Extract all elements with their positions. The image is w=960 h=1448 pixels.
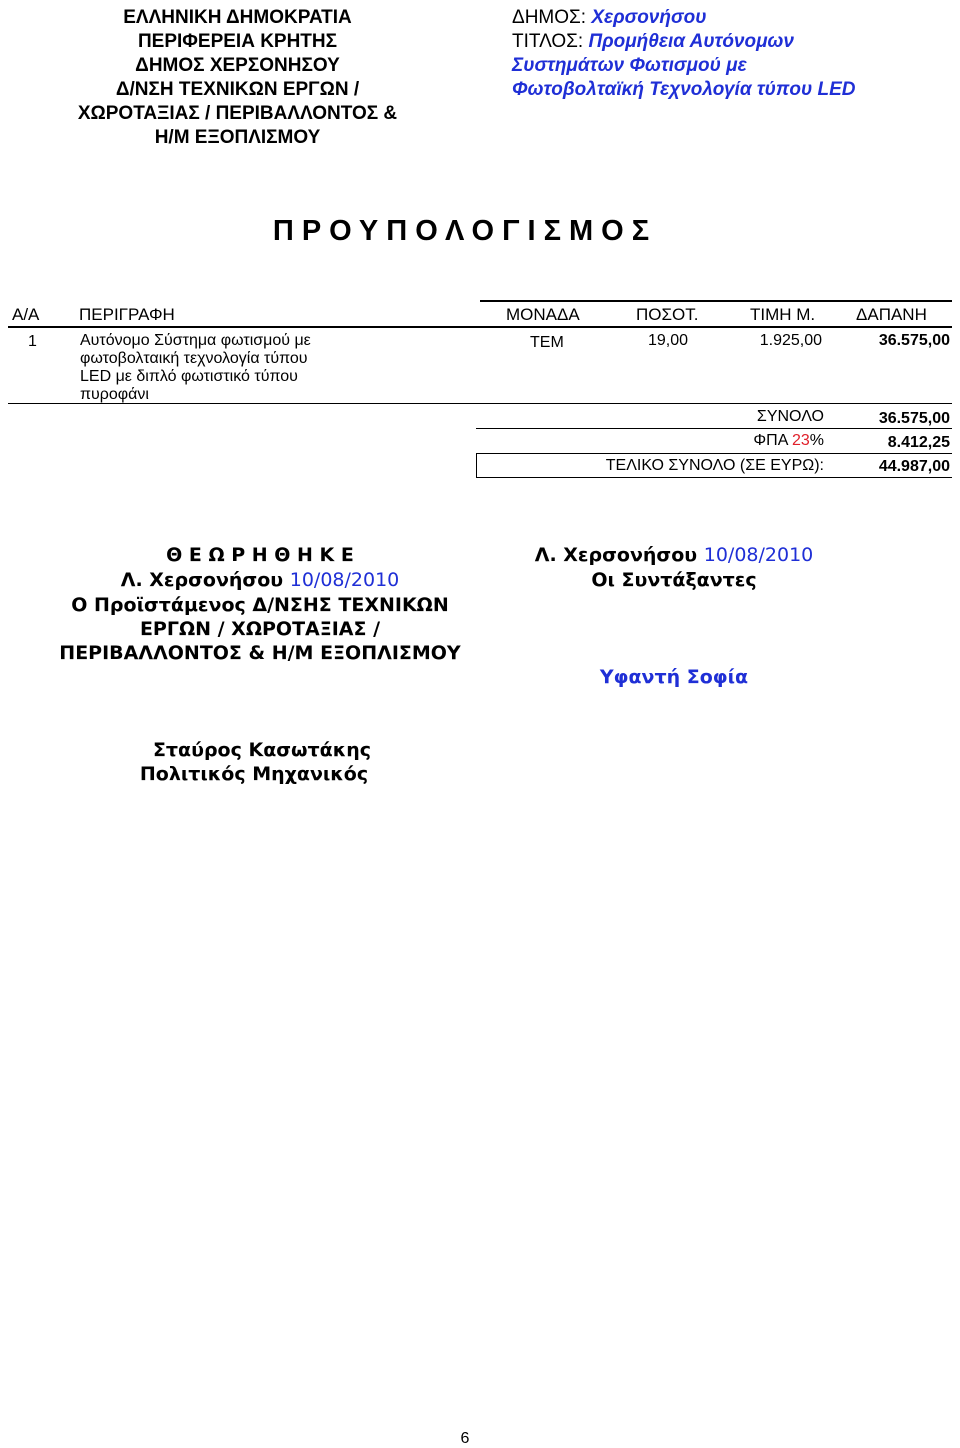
authors-place-date: [528, 543, 820, 567]
title-value-1: Προμήθεια Αυτόνομων: [588, 31, 794, 52]
issuer-line: Δ/ΝΣΗ ΤΕΧΝΙΚΩΝ ΕΡΓΩΝ /: [115, 79, 360, 100]
issuer-line: ΕΛΛΗΝΙΚΗ ΔΗΜΟΚΡΑΤΙΑ: [123, 7, 352, 28]
vat-label: ΦΠΑ: [753, 432, 788, 449]
header-top-rule: [480, 300, 952, 302]
approval-role-line: Ο Προϊστάμενος Δ/ΝΣΗΣ ΤΕΧΝΙΚΩΝ: [71, 594, 449, 616]
approval-role-line: ΕΡΓΩΝ / ΧΩΡΟΤΑΞΙΑΣ /: [139, 618, 381, 640]
vat-suffix: %: [809, 432, 824, 449]
header-aa: Α/Α: [12, 305, 40, 324]
title-value-2: Συστημάτων Φωτισμού με: [512, 55, 747, 76]
issuer-block: [40, 6, 435, 150]
issuer-line: ΧΩΡΟΤΑΞΙΑΣ / ΠΕΡΙΒΑΛΛΟΝΤΟΣ &: [77, 103, 398, 124]
authors-place: Λ. Χερσονήσου: [534, 544, 698, 566]
issuer-line: ΠΕΡΙΦΕΡΕΙΑ ΚΡΗΤΗΣ: [137, 31, 338, 52]
subtotal-label: ΣΥΝΟΛΟ: [756, 408, 824, 425]
project-block: [512, 6, 942, 102]
header-unit-price: ΤΙΜΗ Μ.: [750, 305, 816, 324]
row-description: [80, 332, 340, 404]
header-unit: ΜΟΝΑΔΑ: [506, 305, 580, 324]
header-quantity: ΠΟΣΟΤ.: [636, 305, 699, 324]
grand-total-bottom-rule: [476, 477, 952, 478]
municipality-label: ΔΗΜΟΣ:: [512, 7, 587, 28]
signer-name: Σταύρος Κασωτάκης: [152, 739, 372, 761]
approval-role: [0, 593, 520, 665]
municipality-value: Χερσονήσου: [591, 7, 707, 28]
authors-date: 10/08/2010: [703, 544, 814, 566]
grand-total-left-rule: [476, 453, 477, 477]
description-line: φωτοβολταική τεχνολογία τύπου: [80, 350, 308, 367]
approval-date: 10/08/2010: [289, 569, 400, 591]
vat-line: [690, 432, 824, 450]
vat-rule: [476, 453, 952, 454]
description-line: LED με διπλό φωτιστικό τύπου: [80, 368, 298, 385]
page-number: 6: [460, 1430, 470, 1447]
row-aa: 1: [28, 333, 37, 350]
row-quantity: 19,00: [647, 332, 688, 349]
vat-value: 8.412,25: [887, 434, 950, 451]
subtotal-rule: [476, 428, 952, 429]
authors-label: Οι Συντάξαντες: [591, 569, 757, 591]
document-title: ΠΡΟΥΠΟΛΟΓΙΣΜΟΣ: [272, 215, 658, 247]
header-bottom-rule: [8, 326, 952, 328]
approval-place-date: [0, 568, 520, 592]
header-cost: ΔΑΠΑΝΗ: [856, 305, 927, 324]
row-bottom-rule: [8, 403, 952, 404]
issuer-line: ΔΗΜΟΣ ΧΕΡΣΟΝΗΣΟΥ: [135, 55, 340, 76]
approval-heading: Θ Ε Ω Ρ Η Θ Η Κ Ε: [166, 544, 354, 566]
approval-place: Λ. Χερσονήσου: [120, 569, 284, 591]
description-line: πυροφάνι: [80, 386, 149, 403]
title-line: [512, 30, 942, 54]
grand-total-label: ΤΕΛΙΚΟ ΣΥΝΟΛΟ (ΣΕ ΕΥΡΩ):: [605, 457, 824, 474]
author-name: Υφαντή Σοφία: [599, 666, 749, 688]
issuer-line: Η/Μ ΕΞΟΠΛΙΣΜΟΥ: [154, 127, 321, 148]
row-cost: 36.575,00: [878, 332, 950, 349]
grand-total-value: 44.987,00: [878, 458, 950, 475]
title-label: ΤΙΤΛΟΣ:: [512, 31, 584, 52]
row-unit: ΤΕΜ: [530, 334, 564, 351]
title-value-3: Φωτοβολταϊκή Τεχνολογία τύπου LED: [512, 79, 856, 100]
row-unit-price: 1.925,00: [759, 332, 822, 349]
header-description: ΠΕΡΙΓΡΑΦΗ: [79, 305, 175, 324]
approval-role-line: ΠΕΡΙΒΑΛΛΟΝΤΟΣ & Η/Μ ΕΞΟΠΛΙΣΜΟΥ: [59, 642, 461, 664]
signer-title: Πολιτικός Μηχανικός: [139, 763, 369, 785]
description-line: Αυτόνομο Σύστημα φωτισμού με: [80, 332, 311, 349]
subtotal-value: 36.575,00: [878, 410, 950, 427]
municipality-line: [512, 6, 942, 30]
approval-signer: [0, 738, 520, 786]
vat-rate: 23: [791, 432, 810, 449]
